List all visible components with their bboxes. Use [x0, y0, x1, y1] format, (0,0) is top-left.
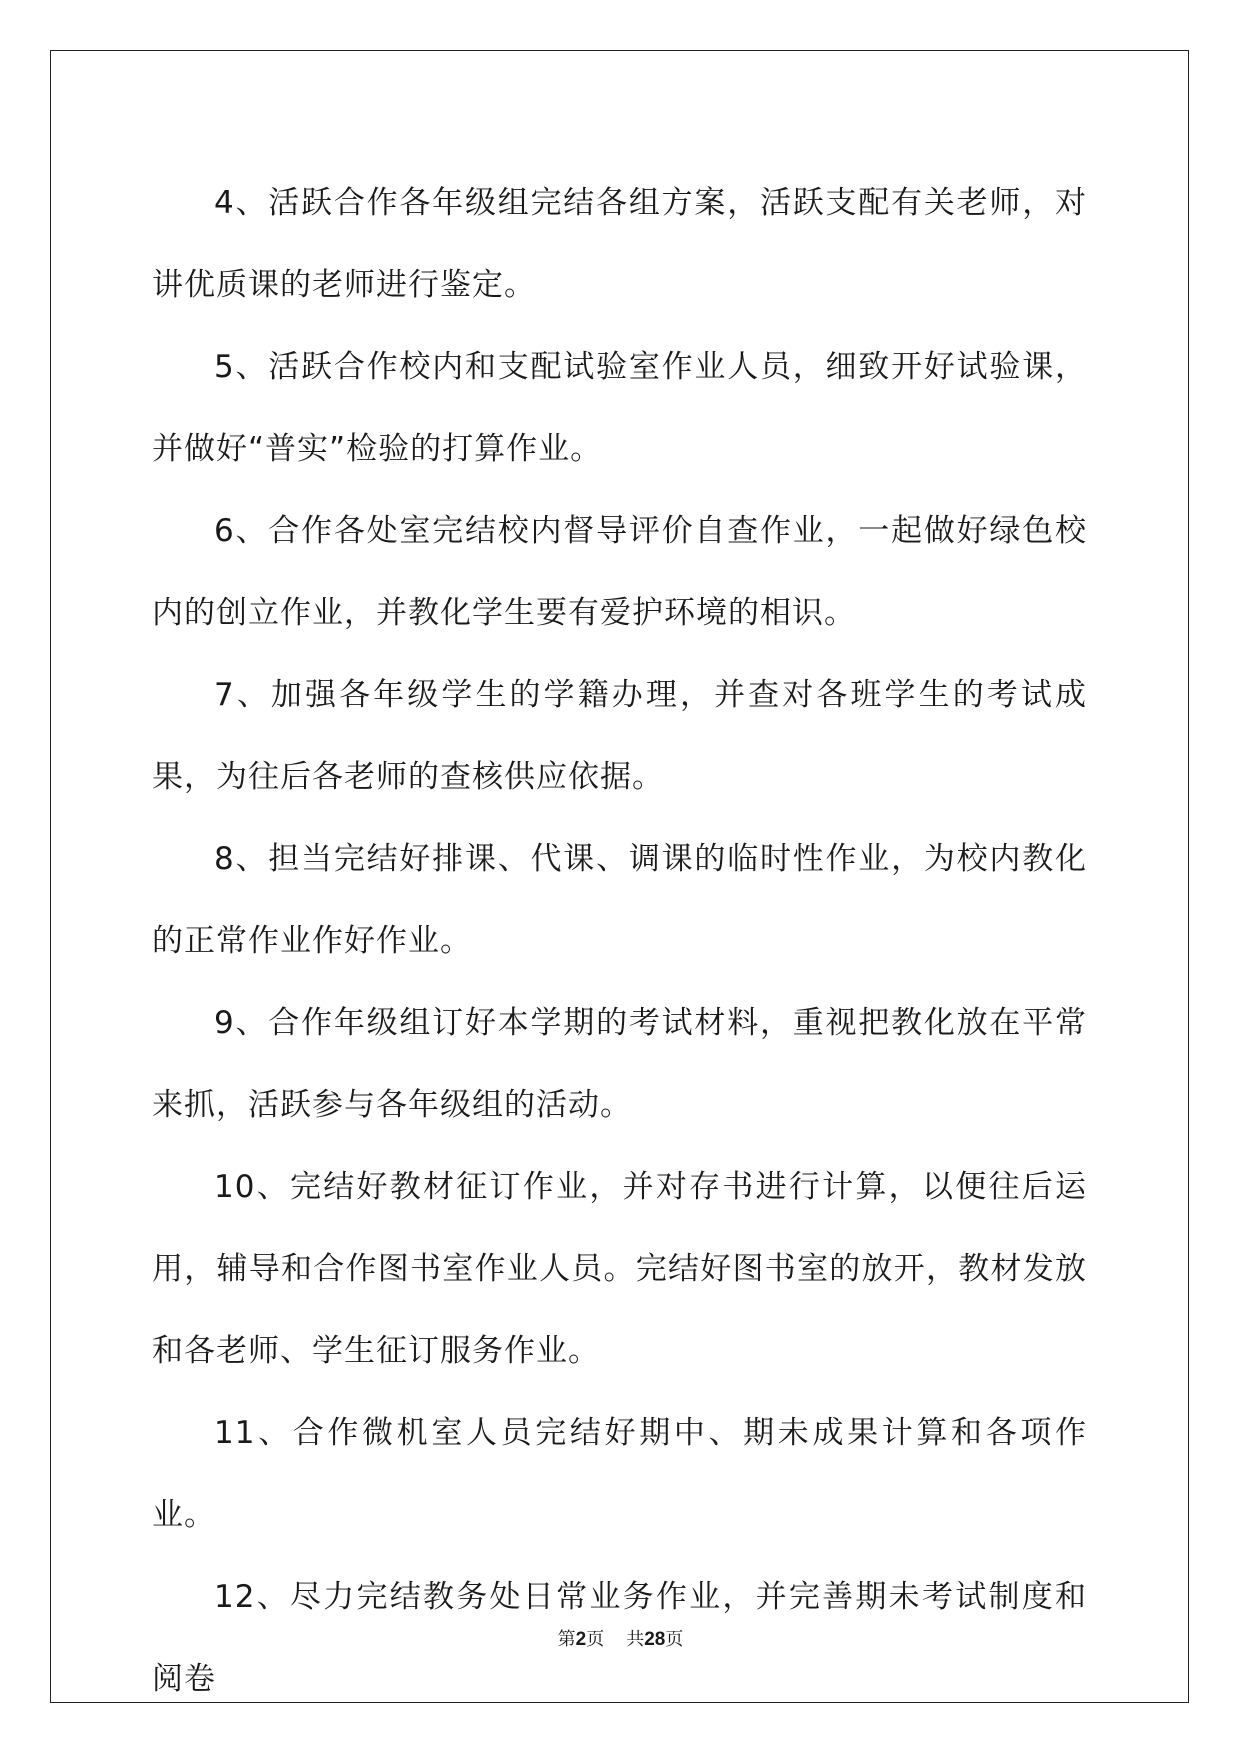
document-body	[152, 162, 1087, 1720]
page-suffix: 页	[586, 1629, 605, 1650]
total-suffix: 页	[665, 1629, 684, 1650]
paragraph-item-9: 9、合作年级组订好本学期的考试材料，重视把教化放在平常来抓，活跃参与各年级组的活动。	[152, 1005, 1087, 1123]
paragraph-item-8: 8、担当完结好排课、代课、调课的临时性作业，为校内教化的正常作业作好作业。	[152, 841, 1087, 959]
paragraph-item-12: 12、尽力完结教务处日常业务作业，并完善期未考试制度和阅卷	[152, 1579, 1087, 1697]
paragraph-item-4: 4、活跃合作各年级组完结各组方案，活跃支配有关老师，对讲优质课的老师进行鉴定。	[152, 185, 1087, 303]
current-page-number: 2	[575, 1629, 587, 1650]
total-prefix: 共	[626, 1629, 645, 1650]
page-footer	[0, 1625, 1241, 1651]
page-prefix: 第	[557, 1629, 576, 1650]
paragraph-item-10: 10、完结好教材征订作业，并对存书进行计算，以便往后运用，辅导和合作图书室作业人员。完结好图书室的放开，教材发放和各老师、学生征订服务作业。	[152, 1169, 1087, 1369]
total-pages-number: 28	[644, 1629, 666, 1650]
paragraph-item-11: 11、合作微机室人员完结好期中、期未成果计算和各项作业。	[152, 1415, 1087, 1533]
paragraph-item-6: 6、合作各处室完结校内督导评价自查作业，一起做好绿色校内的创立作业，并教化学生要有爱护环境的相识。	[152, 513, 1087, 631]
paragraph-item-7: 7、加强各年级学生的学籍办理，并查对各班学生的考试成果，为往后各老师的查核供应依据。	[152, 677, 1087, 795]
paragraph-item-5: 5、活跃合作校内和支配试验室作业人员，细致开好试验课，并做好“普实”检验的打算作业。	[152, 349, 1087, 467]
